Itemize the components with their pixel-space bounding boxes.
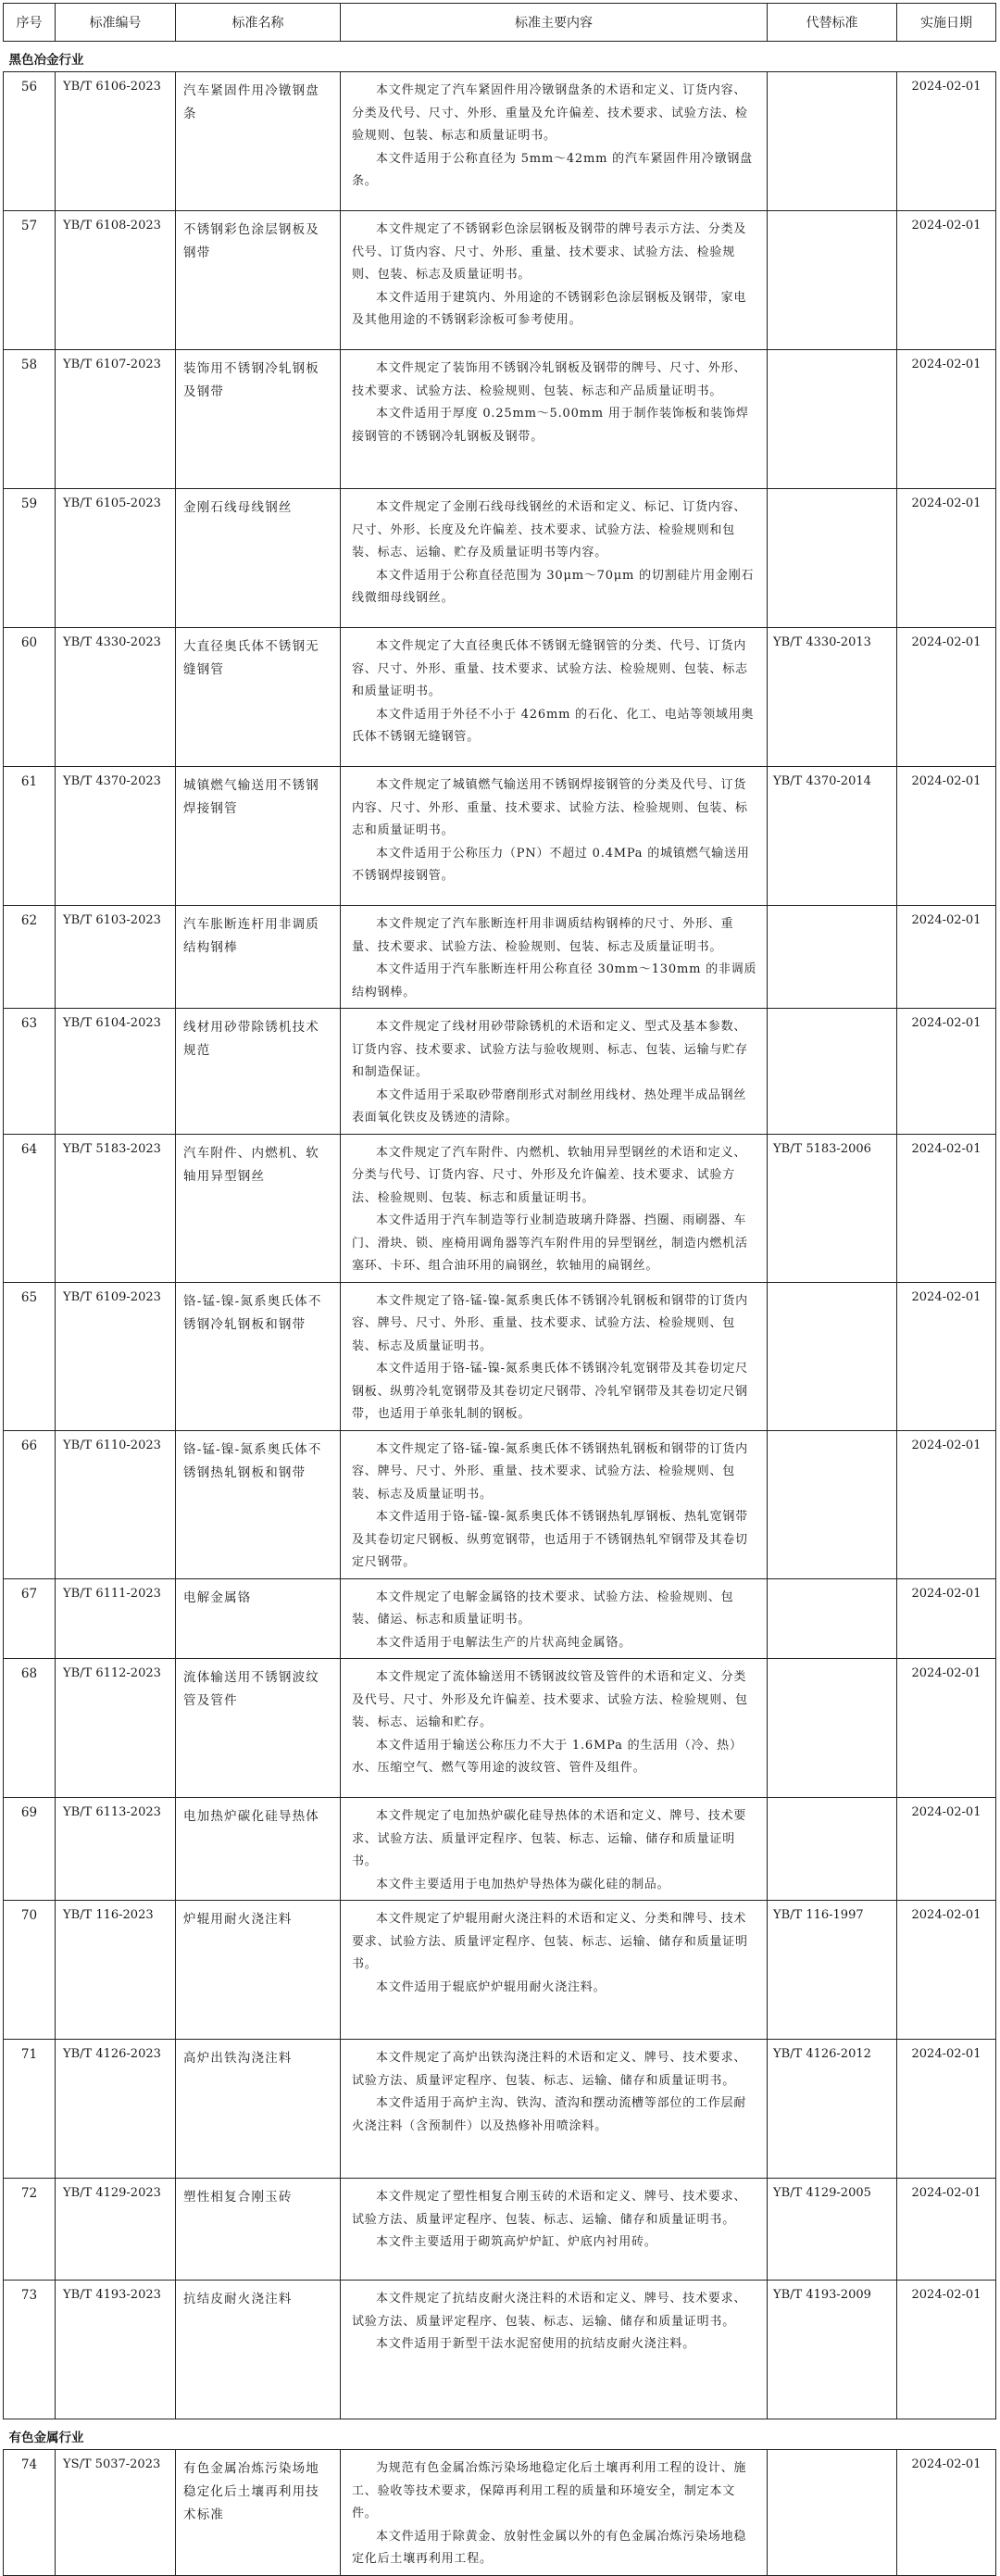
replaced-standard [768,489,897,628]
standard-name: 铬-锰-镍-氮系奥氏体不锈钢热轧钢板和钢带 [176,1430,341,1578]
content-paragraph: 本文件规定了汽车紧固件用冷镦钢盘条的术语和定义、订货内容、分类及代号、尺寸、外形、重量及允许偏差、技术要求、试验方法、检验规则、包装、标志和质量证明书。 [352,83,748,143]
standard-code: YB/T 6105-2023 [56,489,176,628]
implementation-date: 2024-02-01 [897,72,996,211]
standard-content [341,2450,768,2576]
content-paragraph: 本文件适用于铬-锰-镍-氮系奥氏体不锈钢热轧厚钢板、热轧宽钢带及其卷切定尺钢板、纵剪宽钢带，也适用于不锈钢热轧窄钢带及其卷切定尺钢带。 [352,1510,748,1569]
implementation-date: 2024-02-01 [897,1009,996,1135]
implementation-date: 2024-02-01 [897,1282,996,1430]
implementation-date: 2024-02-01 [897,1659,996,1798]
table-header-row [4,4,996,42]
replaced-standard: YB/T 5183-2006 [768,1134,897,1282]
row-number: 65 [4,1282,56,1430]
implementation-date: 2024-02-01 [897,628,996,767]
table-row [4,2040,996,2179]
standard-content [341,1578,768,1659]
standard-content [341,767,768,906]
replaced-standard [768,1659,897,1798]
replaced-standard [768,211,897,350]
standard-content [341,1659,768,1798]
row-number: 58 [4,350,56,489]
content-paragraph: 本文件规定了装饰用不锈钢冷轧钢板及钢带的牌号、尺寸、外形、技术要求、试验方法、检验规则、包装、标志和产品质量证明书。 [352,361,747,398]
row-number: 61 [4,767,56,906]
replaced-standard: YB/T 4129-2005 [768,2179,897,2281]
row-number: 57 [4,211,56,350]
standard-name: 电解金属铬 [176,1578,341,1659]
standard-name: 金刚石线母线钢丝 [176,489,341,628]
standard-content [341,350,768,489]
content-paragraph: 本文件主要适用于电加热炉导热体为碳化硅的制品。 [376,1877,670,1891]
replaced-standard [768,1798,897,1901]
table-row [4,489,996,628]
implementation-date: 2024-02-01 [897,767,996,906]
standard-code: YB/T 6104-2023 [56,1009,176,1135]
content-paragraph: 本文件适用于外径不小于 426mm 的石化、化工、电站等领域用奥氏体不锈钢无缝钢管。 [352,707,755,744]
table-row [4,1901,996,2040]
table-row [4,1578,996,1659]
table-row [4,350,996,489]
content-paragraph: 本文件适用于铬-锰-镍-氮系奥氏体不锈钢冷轧宽钢带及其卷切定尺钢板、纵剪冷轧宽钢带及其卷切定尺钢带、冷轧窄钢带及其卷切定尺钢带，也适用于单张轧制的钢板。 [352,1362,748,1421]
row-number: 56 [4,72,56,211]
standard-code: YB/T 4126-2023 [56,2040,176,2179]
row-number: 67 [4,1578,56,1659]
standard-code: YB/T 6103-2023 [56,906,176,1009]
replaced-standard [768,72,897,211]
standard-content [341,628,768,767]
content-paragraph: 本文件适用于汽车胀断连杆用公称直径 30mm～130mm 的非调质结构钢棒。 [352,962,757,999]
standards-table [3,3,996,2576]
content-paragraph: 本文件适用于厚度 0.25mm～5.00mm 用于制作装饰板和装饰焊接钢管的不锈钢冷轧钢板及钢带。 [352,407,749,444]
table-row [4,211,996,350]
table-body [4,42,996,2576]
standard-name: 电加热炉碳化硅导热体 [176,1798,341,1901]
row-number: 70 [4,1901,56,2040]
content-paragraph: 本文件适用于公称直径为 5mm～42mm 的汽车紧固件用冷镦钢盘条。 [352,151,753,188]
implementation-date: 2024-02-01 [897,1134,996,1282]
section-header-row [4,42,996,72]
implementation-date: 2024-02-01 [897,350,996,489]
content-paragraph: 本文件规定了城镇燃气输送用不锈钢焊接钢管的分类及代号、订货内容、尺寸、外形、重量、技术要求、试验方法、检验规则、包装、标志和质量证明书。 [352,778,748,837]
standard-content [341,1282,768,1430]
row-number: 63 [4,1009,56,1135]
content-paragraph: 本文件主要适用于砌筑高炉炉缸、炉底内衬用砖。 [376,2235,657,2249]
content-paragraph: 本文件规定了电解金属铬的技术要求、试验方法、检验规则、包装、储运、标志和质量证明书。 [352,1590,734,1627]
standard-code: YB/T 4370-2023 [56,767,176,906]
content-paragraph: 本文件适用于除黄金、放射性金属以外的有色金属冶炼污染场地稳定化后土壤再利用工程。 [352,2529,747,2566]
content-paragraph: 本文件规定了塑性相复合刚玉砖的术语和定义、牌号、技术要求、试验方法、质量评定程序、包装、标志、运输、储存和质量证明书。 [352,2190,747,2227]
standard-content [341,1798,768,1901]
table-row [4,2179,996,2281]
header-replaces: 代替标准 [768,4,897,42]
replaced-standard [768,906,897,1009]
standard-code: YS/T 5037-2023 [56,2450,176,2576]
replaced-standard: YB/T 4370-2014 [768,767,897,906]
content-paragraph: 本文件适用于电解法生产的片状高纯金属铬。 [376,1635,632,1650]
row-number: 74 [4,2450,56,2576]
standard-code: YB/T 4129-2023 [56,2179,176,2281]
standard-code: YB/T 6108-2023 [56,211,176,350]
content-paragraph: 为规范有色金属冶炼污染场地稳定化后土壤再利用工程的设计、施工、验收等技术要求，保障再利用工程的质量和环境安全，制定本文件。 [352,2461,747,2520]
content-paragraph: 本文件适用于新型干法水泥窑使用的抗结皮耐火浇注料。 [376,2337,696,2351]
content-paragraph: 本文件规定了不锈钢彩色涂层钢板及钢带的牌号表示方法、分类及代号、订货内容、尺寸、外形、重量、技术要求、试验方法、检验规则、包装、标志及质量证明书。 [352,222,747,282]
replaced-standard: YB/T 4193-2009 [768,2281,897,2419]
row-number: 73 [4,2281,56,2419]
standard-name: 有色金属冶炼污染场地稳定化后土壤再利用技术标准 [176,2450,341,2576]
standard-name: 装饰用不锈钢冷轧钢板及钢带 [176,350,341,489]
standard-code: YB/T 6106-2023 [56,72,176,211]
row-number: 59 [4,489,56,628]
table-row [4,2450,996,2576]
content-paragraph: 本文件规定了大直径奥氏体不锈钢无缝钢管的分类、代号、订货内容、尺寸、外形、重量、技术要求、试验方法、检验规则、包装、标志和质量证明书。 [352,639,748,698]
row-number: 66 [4,1430,56,1578]
table-row [4,1134,996,1282]
standard-name: 汽车附件、内燃机、软轴用异型钢丝 [176,1134,341,1282]
content-paragraph: 本文件规定了线材用砂带除锈机的术语和定义、型式及基本参数、订货内容、技术要求、试验方法与验收规则、标志、包装、运输与贮存和制造保证。 [352,1020,748,1079]
standard-content [341,2179,768,2281]
standard-name: 铬-锰-镍-氮系奥氏体不锈钢冷轧钢板和钢带 [176,1282,341,1430]
content-paragraph: 本文件适用于高炉主沟、铁沟、渣沟和摆动流槽等部位的工作层耐火浇注料（含预制件）以及热修补用喷涂料。 [352,2096,747,2133]
standard-name: 线材用砂带除锈机技术规范 [176,1009,341,1135]
standard-content [341,2281,768,2419]
table-row [4,1282,996,1430]
standard-name: 高炉出铁沟浇注料 [176,2040,341,2179]
replaced-standard [768,350,897,489]
header-name: 标准名称 [176,4,341,42]
implementation-date: 2024-02-01 [897,211,996,350]
standard-content [341,1901,768,2040]
implementation-date: 2024-02-01 [897,1901,996,2040]
replaced-standard [768,1009,897,1135]
standard-code: YB/T 6107-2023 [56,350,176,489]
implementation-date: 2024-02-01 [897,1798,996,1901]
replaced-standard: YB/T 4126-2012 [768,2040,897,2179]
standard-code: YB/T 4330-2023 [56,628,176,767]
content-paragraph: 本文件适用于采取砂带磨削形式对制丝用线材、热处理半成品钢丝表面氧化铁皮及锈迹的清除。 [352,1087,747,1125]
content-paragraph: 本文件适用于公称压力（PN）不超过 0.4MPa 的城镇燃气输送用不锈钢焊接钢管。 [352,846,750,883]
standard-name: 大直径奥氏体不锈钢无缝钢管 [176,628,341,767]
standard-content [341,489,768,628]
standard-name: 塑性相复合刚玉砖 [176,2179,341,2281]
standard-code: YB/T 6113-2023 [56,1798,176,1901]
table-row [4,1798,996,1901]
standard-code: YB/T 6111-2023 [56,1578,176,1659]
replaced-standard: YB/T 116-1997 [768,1901,897,2040]
content-paragraph: 本文件适用于输送公称压力不大于 1.6MPa 的生活用（冷、热）水、压缩空气、燃气等用途的波纹管、管件及组件。 [352,1738,743,1775]
content-paragraph: 本文件规定了高炉出铁沟浇注料的术语和定义、牌号、技术要求、试验方法、质量评定程序、包装、标志、运输、储存和质量证明书。 [352,2051,747,2088]
implementation-date: 2024-02-01 [897,2179,996,2281]
content-paragraph: 本文件规定了铬-锰-镍-氮系奥氏体不锈钢冷轧钢板和钢带的订货内容、牌号、尺寸、外形、重量、技术要求、试验方法、检验规则、包装、标志及质量证明书。 [352,1293,748,1353]
implementation-date: 2024-02-01 [897,1430,996,1578]
implementation-date: 2024-02-01 [897,489,996,628]
replaced-standard [768,1578,897,1659]
header-code: 标准编号 [56,4,176,42]
table-row [4,628,996,767]
standard-content [341,1009,768,1135]
standard-code: YB/T 116-2023 [56,1901,176,2040]
standard-code: YB/T 6110-2023 [56,1430,176,1578]
standard-content [341,1134,768,1282]
row-number: 64 [4,1134,56,1282]
header-date: 实施日期 [897,4,996,42]
row-number: 71 [4,2040,56,2179]
content-paragraph: 本文件规定了汽车附件、内燃机、软轴用异型钢丝的术语和定义、分类与代号、订货内容、尺寸、外形及允许偏差、技术要求、试验方法、检验规则、包装、标志和质量证明书。 [352,1145,747,1205]
table-row [4,2281,996,2419]
standard-name: 汽车胀断连杆用非调质结构钢棒 [176,906,341,1009]
standard-name: 炉辊用耐火浇注料 [176,1901,341,2040]
standard-content [341,906,768,1009]
content-paragraph: 本文件规定了炉辊用耐火浇注料的术语和定义、分类和牌号、技术要求、试验方法、质量评定程序、包装、标志、运输、储存和质量证明书。 [352,1912,748,1971]
standard-code: YB/T 5183-2023 [56,1134,176,1282]
implementation-date: 2024-02-01 [897,906,996,1009]
header-no: 序号 [4,4,56,42]
section-title: 有色金属行业 [4,2419,996,2450]
row-number: 68 [4,1659,56,1798]
implementation-date: 2024-02-01 [897,2040,996,2179]
standard-name: 不锈钢彩色涂层钢板及钢带 [176,211,341,350]
table-row [4,1009,996,1135]
content-paragraph: 本文件适用于汽车制造等行业制造玻璃升降器、挡圈、雨刷器、车门、滑块、锁、座椅用调角器等汽车附件用的异型钢丝，制造内燃机活塞环、卡环、组合油环用的扁钢丝，软轴用的扁钢丝。 [352,1213,748,1273]
standard-name: 流体输送用不锈钢波纹管及管件 [176,1659,341,1798]
row-number: 62 [4,906,56,1009]
row-number: 69 [4,1798,56,1901]
content-paragraph: 本文件规定了电加热炉碳化硅导热体的术语和定义、牌号、技术要求、试验方法、质量评定程序、包装、标志、运输、储存和质量证明书。 [352,1809,747,1868]
content-paragraph: 本文件规定了抗结皮耐火浇注料的术语和定义、牌号、技术要求、试验方法、质量评定程序、包装、标志、运输、储存和质量证明书。 [352,2292,747,2329]
content-paragraph: 本文件适用于辊底炉炉辊用耐火浇注料。 [376,1979,606,1994]
standard-content [341,72,768,211]
content-paragraph: 本文件规定了金刚石线母线钢丝的术语和定义、标记、订货内容、尺寸、外形、长度及允许偏差、技术要求、试验方法、检验规则和包装、标志、运输、贮存及质量证明书等内容。 [352,500,747,559]
standard-content [341,1430,768,1578]
header-content: 标准主要内容 [341,4,768,42]
standard-name: 抗结皮耐火浇注料 [176,2281,341,2419]
implementation-date: 2024-02-01 [897,1578,996,1659]
replaced-standard [768,1282,897,1430]
replaced-standard [768,2450,897,2576]
standard-code: YB/T 6112-2023 [56,1659,176,1798]
replaced-standard [768,1430,897,1578]
standard-content [341,2040,768,2179]
table-row [4,1430,996,1578]
table-row [4,1659,996,1798]
row-number: 60 [4,628,56,767]
row-number: 72 [4,2179,56,2281]
table-row [4,72,996,211]
replaced-standard: YB/T 4330-2013 [768,628,897,767]
content-paragraph: 本文件规定了汽车胀断连杆用非调质结构钢棒的尺寸、外形、重量、技术要求、试验方法、检验规则、包装、标志及质量证明书。 [352,917,734,954]
content-paragraph: 本文件适用于公称直径范围为 30μm～70μm 的切割硅片用金刚石线微细母线钢丝。 [352,568,755,605]
content-paragraph: 本文件规定了流体输送用不锈钢波纹管及管件的术语和定义、分类及代号、尺寸、外形及允许偏差、技术要求、试验方法、检验规则、包装、标志、运输和贮存。 [352,1670,748,1729]
section-title: 黑色冶金行业 [8,53,84,68]
implementation-date: 2024-02-01 [897,2281,996,2419]
standard-code: YB/T 6109-2023 [56,1282,176,1430]
content-paragraph: 本文件适用于建筑内、外用途的不锈钢彩色涂层钢板及钢带，家电及其他用途的不锈钢彩涂板可参考使用。 [352,290,747,327]
implementation-date: 2024-02-01 [897,2450,996,2576]
standard-code: YB/T 4193-2023 [56,2281,176,2419]
table-row [4,767,996,906]
standard-name: 城镇燃气输送用不锈钢焊接钢管 [176,767,341,906]
standard-name: 汽车紧固件用冷镦钢盘条 [176,72,341,211]
standard-content [341,211,768,350]
content-paragraph: 本文件规定了铬-锰-镍-氮系奥氏体不锈钢热轧钢板和钢带的订货内容、牌号、尺寸、外形、重量、技术要求、试验方法、检验规则、包装、标志及质量证明书。 [352,1441,748,1502]
table-row [4,906,996,1009]
section-header-row [4,2419,996,2450]
